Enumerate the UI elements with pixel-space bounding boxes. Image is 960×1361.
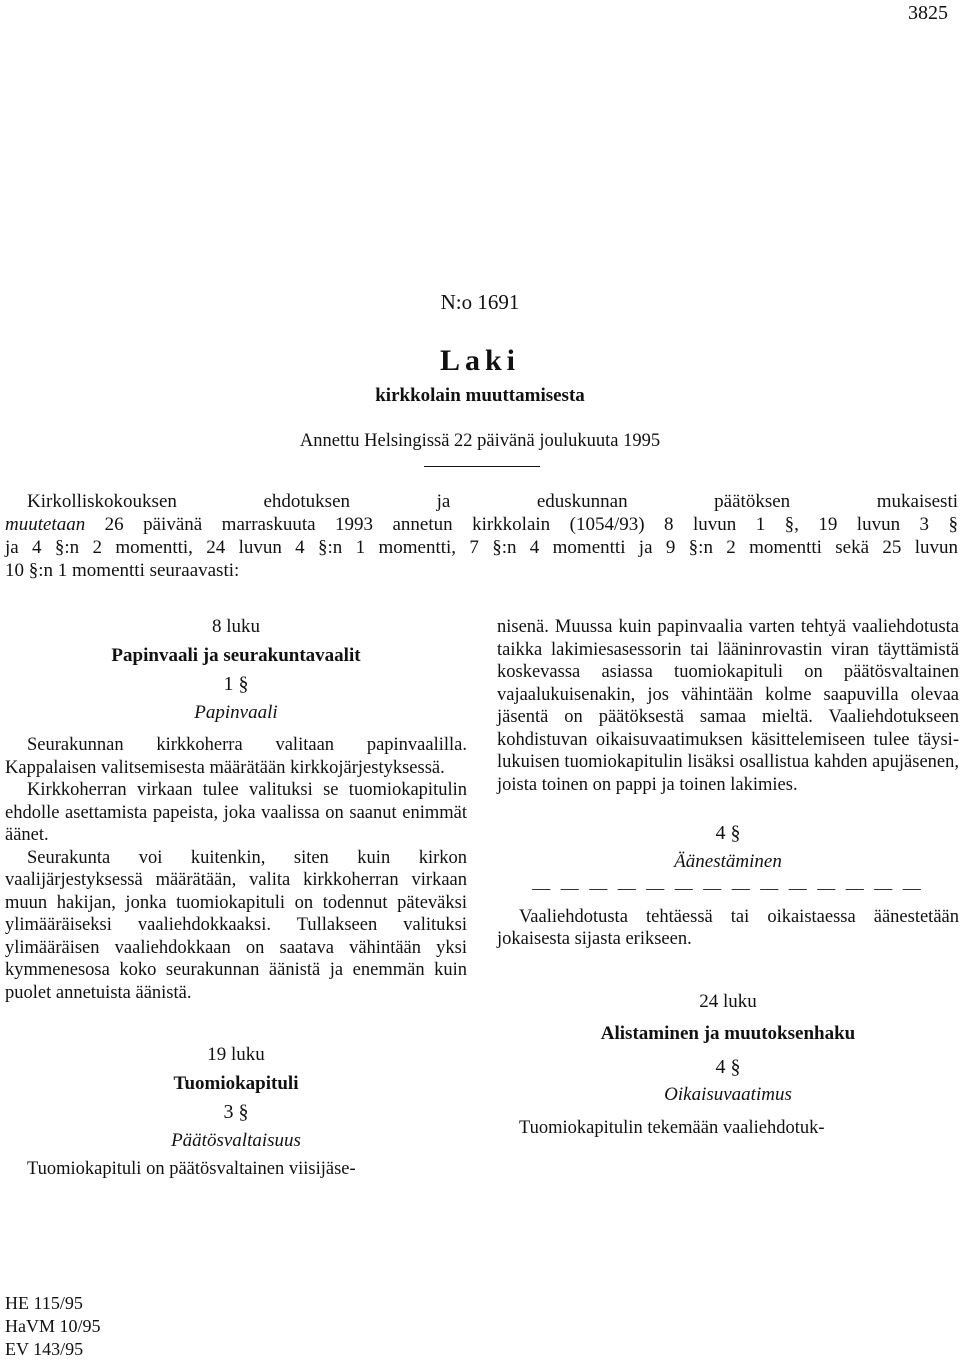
section-4-heading: 4 § <box>715 822 741 844</box>
intro-line-2 <box>5 513 958 536</box>
section-4-title: Äänestäminen <box>674 850 782 872</box>
section-3-paragraph-start: Tuomiokapituli on päätösvaltainen viisijäse- <box>27 1159 356 1179</box>
intro-line-1: Kirkolliskokouksen ehdotuksen ja eduskunnan päätöksen mukaisesti <box>27 491 958 512</box>
omission-dashes: — — — — — — — — — — — — — — <box>532 878 924 898</box>
statute-number: N:o 1691 <box>440 290 520 314</box>
reference-he: HE 115/95 <box>5 1293 83 1313</box>
chapter-8-title: Papinvaali ja seurakuntavaalit <box>111 644 361 666</box>
section-4b-paragraph-start: Tuomiokapitulin tekemään vaaliehdotuk- <box>519 1117 825 1138</box>
section-1-paragraph-1: Seurakunnan kirkkoherra valitaan papinvaalilla. Kappalaisen valitsemisesta määrätään kirkkojärjestyksessä. <box>5 735 467 778</box>
left-column <box>5 616 467 1181</box>
section-3-paragraph-continued: nisenä. Muussa kuin papinvaalia varten tehtyä vaaliehdotusta taikka lakimiesasessorin tai lääninrovastin viran täyttämistä koskevassa asiassa tuomiokapituli on päätösvaltainen vajaalukuisenakin, jos vähintään kolme saapuvilla olevaa jäsentä on päätöksestä samaa mieltä. Vaaliehdotukseen kohdistuvan oikaisuvaatimuksen käsittelemiseen tulee täysilukuisen tuomiokapitulin lisäksi osallistua kahden apujäsenen, joista toinen on pappi ja toinen lakimies. <box>497 617 959 795</box>
reference-ev: EV 143/95 <box>5 1339 84 1359</box>
section-1-heading: 1 § <box>223 673 249 695</box>
reference-havm: HaVM 10/95 <box>5 1316 101 1336</box>
document-title: Laki <box>439 344 521 377</box>
page-number: 3825 <box>908 2 948 24</box>
section-1-paragraph-2: Kirkkoherran virkaan tulee valituksi se tuomiokapitulin ehdolle asettamista papeista, joka vaalissa on saanut enimmät äänet. <box>5 780 467 845</box>
legislative-references <box>5 1292 101 1361</box>
right-column <box>497 616 959 1139</box>
chapter-8-heading: 8 luku <box>211 616 261 637</box>
intro-paragraph <box>5 490 958 582</box>
chapter-24-title: Alistaminen ja muutoksenhaku <box>600 1023 856 1044</box>
chapter-24-heading: 24 luku <box>699 990 757 1012</box>
issued-date-line: Annettu Helsingissä 22 päivänä joulukuuta 1995 <box>299 431 661 451</box>
section-1-title: Papinvaali <box>194 701 278 723</box>
chapter-19-title: Tuomiokapituli <box>173 1072 299 1094</box>
section-3-heading: 3 § <box>223 1101 249 1123</box>
intro-amend-verb: muutetaan <box>5 514 86 535</box>
intro-line-2-rest: 26 päivänä marraskuuta 1993 annetun kirkkolain (1054/93) 8 luvun 1 §, 19 luvun 3 § <box>85 514 958 535</box>
section-4b-title: Oikaisuvaatimus <box>664 1084 792 1105</box>
section-4b-heading: 4 § <box>715 1055 741 1078</box>
document-subtitle: kirkkolain muuttamisesta <box>375 385 585 406</box>
chapter-19-heading: 19 luku <box>207 1044 265 1065</box>
intro-line-3: ja 4 §:n 2 momentti, 24 luvun 4 §:n 1 momentti, 7 §:n 4 momentti ja 9 §:n 2 momentti sekä 25 luvun <box>5 537 958 558</box>
section-1-paragraph-3: Seurakunta voi kuitenkin, siten kuin kirkon vaalijärjestyksessä määrätään, valita kirkkoherran virkaan muun hakijan, jonka tuomiokapituli on todennut päteväksi ylimääräiseksi vaaliehdokkaaksi. Tullakseen valituksi ylimääräisen vaaliehdokkaan on saatava vähintään yksi kymmenesosa koko seurakunnan äänistä ja enemmän kuin puolet annetuista äänistä. <box>5 847 467 1003</box>
intro-line-4: 10 §:n 1 momentti seuraavasti: <box>5 560 240 581</box>
section-4-paragraph: Vaaliehdotusta tehtäessä tai oikaistaessa äänestetään jokaisesta sijasta erikseen. <box>497 906 959 949</box>
section-3-title: Päätösvaltaisuus <box>171 1129 301 1151</box>
title-divider <box>424 466 540 467</box>
